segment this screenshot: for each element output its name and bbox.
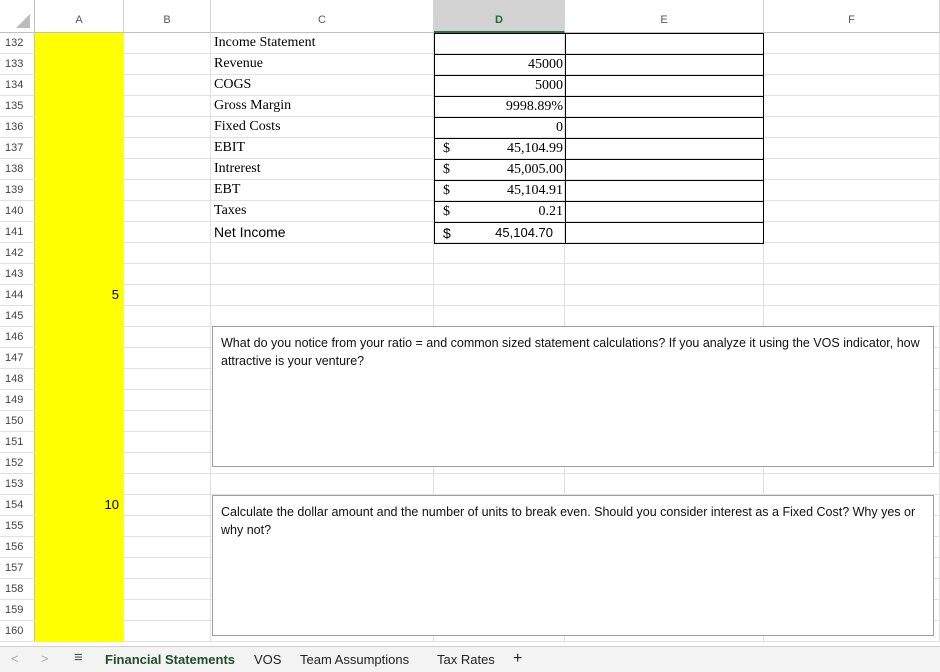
- cell-a148[interactable]: [35, 369, 124, 390]
- statement-empty-cell[interactable]: [565, 33, 764, 55]
- cell-a139[interactable]: [35, 180, 124, 201]
- row-header-158[interactable]: 158: [0, 579, 35, 600]
- dollar-sign: $: [443, 162, 450, 177]
- cell-a146[interactable]: [35, 327, 124, 348]
- cell-e144[interactable]: [565, 285, 764, 306]
- statement-empty-cell[interactable]: [565, 54, 764, 76]
- cell-e153[interactable]: [565, 474, 764, 495]
- row-header-142[interactable]: 142: [0, 243, 35, 264]
- cell-b140[interactable]: [124, 201, 211, 222]
- cell-b133[interactable]: [124, 54, 211, 75]
- sheet-menu-icon[interactable]: ≡: [74, 649, 83, 666]
- cell-a143[interactable]: [35, 264, 124, 285]
- cell-b157[interactable]: [124, 558, 211, 579]
- cell-b150[interactable]: [124, 411, 211, 432]
- question-text-1: What do you notice from your ratio = and common sized statement calculations? If you analyze it using the VOS indicator, how attractive is your venture?: [221, 336, 920, 368]
- statement-value-cell[interactable]: [434, 117, 566, 139]
- cell-d153[interactable]: [434, 474, 565, 495]
- statement-empty-cell[interactable]: [565, 75, 764, 97]
- cell-f145[interactable]: [764, 306, 940, 327]
- statement-value-cell[interactable]: [434, 96, 566, 118]
- cell-b139[interactable]: [124, 180, 211, 201]
- cell-b149[interactable]: [124, 390, 211, 411]
- cell-b160[interactable]: [124, 621, 211, 642]
- statement-value: 45,104.91: [507, 183, 563, 198]
- dollar-sign: $: [443, 225, 451, 241]
- statement-value-cell[interactable]: [434, 75, 566, 97]
- row-header-134[interactable]: 134: [0, 75, 35, 96]
- row-header-150[interactable]: 150: [0, 411, 35, 432]
- row-header-156[interactable]: 156: [0, 537, 35, 558]
- row-header-137[interactable]: 137: [0, 138, 35, 159]
- row-header-145[interactable]: 145: [0, 306, 35, 327]
- cell-d145[interactable]: [434, 306, 565, 327]
- cell-f139[interactable]: [764, 180, 940, 201]
- cell-c142[interactable]: [211, 243, 434, 264]
- statement-empty-cell[interactable]: [565, 201, 764, 223]
- cell-a145[interactable]: [35, 306, 124, 327]
- cell-c141[interactable]: Net Income: [211, 222, 434, 243]
- tab-team-assumptions[interactable]: Team Assumptions: [300, 652, 410, 667]
- cell-b158[interactable]: [124, 579, 211, 600]
- statement-value-cell[interactable]: [434, 54, 566, 76]
- cell-f140[interactable]: [764, 201, 940, 222]
- cell-e143[interactable]: [565, 264, 764, 285]
- cell-c153[interactable]: [211, 474, 434, 495]
- cell-c134[interactable]: COGS: [211, 75, 434, 96]
- row-header-141[interactable]: 141: [0, 222, 35, 243]
- scroll-left-icon[interactable]: <: [11, 651, 19, 666]
- cell-c139[interactable]: EBT: [211, 180, 434, 201]
- cell-f137[interactable]: [764, 138, 940, 159]
- question-box-2[interactable]: [212, 495, 934, 636]
- statement-value: 45,104.99: [507, 141, 563, 156]
- row-header-151[interactable]: 151: [0, 432, 35, 453]
- cell-a156[interactable]: [35, 537, 124, 558]
- row-header-132[interactable]: 132: [0, 33, 35, 54]
- cell-a158[interactable]: [35, 579, 124, 600]
- row-header-148[interactable]: 148: [0, 369, 35, 390]
- statement-value: 0: [556, 120, 563, 135]
- question-box-1[interactable]: [212, 326, 934, 467]
- cell-a157[interactable]: [35, 558, 124, 579]
- cell-a150[interactable]: [35, 411, 124, 432]
- row-header-139[interactable]: 139: [0, 180, 35, 201]
- row-header-159[interactable]: 159: [0, 600, 35, 621]
- cell-a154[interactable]: 10: [35, 495, 124, 516]
- cell-a142[interactable]: [35, 243, 124, 264]
- cell-f138[interactable]: [764, 159, 940, 180]
- cell-b132[interactable]: [124, 33, 211, 54]
- cell-e142[interactable]: [565, 243, 764, 264]
- cell-a147[interactable]: [35, 348, 124, 369]
- statement-empty-cell[interactable]: [565, 222, 764, 244]
- column-header-e[interactable]: E: [565, 0, 764, 33]
- column-header-a[interactable]: A: [35, 0, 124, 33]
- dollar-sign: $: [443, 204, 450, 219]
- cell-c143[interactable]: [211, 264, 434, 285]
- dollar-sign: $: [443, 183, 450, 198]
- cell-f142[interactable]: [764, 243, 940, 264]
- cell-b156[interactable]: [124, 537, 211, 558]
- cell-d144[interactable]: [434, 285, 565, 306]
- cell-a141[interactable]: [35, 222, 124, 243]
- statement-value-cell[interactable]: [434, 180, 566, 202]
- cell-b151[interactable]: [124, 432, 211, 453]
- cell-a144[interactable]: 5: [35, 285, 124, 306]
- cell-c137[interactable]: EBIT: [211, 138, 434, 159]
- cell-b152[interactable]: [124, 453, 211, 474]
- cell-a134[interactable]: [35, 75, 124, 96]
- cell-b134[interactable]: [124, 75, 211, 96]
- row-header-149[interactable]: 149: [0, 390, 35, 411]
- tab-vos[interactable]: VOS: [254, 652, 282, 667]
- cell-a149[interactable]: [35, 390, 124, 411]
- cell-a159[interactable]: [35, 600, 124, 621]
- row-header-146[interactable]: 146: [0, 327, 35, 348]
- cell-d142[interactable]: [434, 243, 565, 264]
- cell-a152[interactable]: [35, 453, 124, 474]
- row-header-152[interactable]: 152: [0, 453, 35, 474]
- cell-d143[interactable]: [434, 264, 565, 285]
- statement-value-cell[interactable]: [434, 159, 566, 181]
- statement-empty-cell[interactable]: [565, 138, 764, 160]
- cell-f136[interactable]: [764, 117, 940, 138]
- statement-value: 45,005.00: [507, 162, 563, 177]
- cell-a153[interactable]: [35, 474, 124, 495]
- cell-b153[interactable]: [124, 474, 211, 495]
- cell-b148[interactable]: [124, 369, 211, 390]
- statement-empty-cell[interactable]: [565, 96, 764, 118]
- cell-b147[interactable]: [124, 348, 211, 369]
- cell-a160[interactable]: [35, 621, 124, 642]
- statement-value-cell[interactable]: [434, 33, 566, 55]
- cell-c145[interactable]: [211, 306, 434, 327]
- statement-value: 45000: [528, 57, 563, 72]
- statement-value: 45,104.70: [495, 225, 553, 240]
- cell-b159[interactable]: [124, 600, 211, 621]
- cell-c133[interactable]: Revenue: [211, 54, 434, 75]
- cell-b144[interactable]: [124, 285, 211, 306]
- cell-f132[interactable]: [764, 33, 940, 54]
- cell-b137[interactable]: [124, 138, 211, 159]
- cell-b136[interactable]: [124, 117, 211, 138]
- cell-f153[interactable]: [764, 474, 940, 495]
- statement-value: 5000: [535, 78, 563, 93]
- cell-a155[interactable]: [35, 516, 124, 537]
- cell-a137[interactable]: [35, 138, 124, 159]
- cell-b141[interactable]: [124, 222, 211, 243]
- add-sheet-icon[interactable]: +: [513, 650, 523, 667]
- cell-b145[interactable]: [124, 306, 211, 327]
- cell-e145[interactable]: [565, 306, 764, 327]
- cell-b154[interactable]: [124, 495, 211, 516]
- row-header-144[interactable]: 144: [0, 285, 35, 306]
- cell-f135[interactable]: [764, 96, 940, 117]
- row-header-136[interactable]: 136: [0, 117, 35, 138]
- cell-b142[interactable]: [124, 243, 211, 264]
- cell-a151[interactable]: [35, 432, 124, 453]
- row-header-147[interactable]: 147: [0, 348, 35, 369]
- row-header-140[interactable]: 140: [0, 201, 35, 222]
- cell-b146[interactable]: [124, 327, 211, 348]
- cell-c132[interactable]: Income Statement: [211, 33, 434, 54]
- row-header-157[interactable]: 157: [0, 558, 35, 579]
- row-header-154[interactable]: 154: [0, 495, 35, 516]
- statement-value-cell[interactable]: [434, 201, 566, 223]
- row-header-155[interactable]: 155: [0, 516, 35, 537]
- column-header-f[interactable]: F: [764, 0, 940, 33]
- cell-f134[interactable]: [764, 75, 940, 96]
- cell-f133[interactable]: [764, 54, 940, 75]
- column-header-c[interactable]: C: [211, 0, 434, 33]
- scroll-right-icon[interactable]: >: [41, 651, 49, 666]
- row-header-135[interactable]: 135: [0, 96, 35, 117]
- row-header-143[interactable]: 143: [0, 264, 35, 285]
- cell-a135[interactable]: [35, 96, 124, 117]
- statement-value-cell[interactable]: [434, 222, 566, 244]
- row-header-138[interactable]: 138: [0, 159, 35, 180]
- cell-f141[interactable]: [764, 222, 940, 243]
- cell-f143[interactable]: [764, 264, 940, 285]
- cell-f144[interactable]: [764, 285, 940, 306]
- cell-b138[interactable]: [124, 159, 211, 180]
- statement-value-cell[interactable]: [434, 138, 566, 160]
- cell-c135[interactable]: Gross Margin: [211, 96, 434, 117]
- statement-empty-cell[interactable]: [565, 159, 764, 181]
- cell-a133[interactable]: [35, 54, 124, 75]
- cell-a138[interactable]: [35, 159, 124, 180]
- cell-b135[interactable]: [124, 96, 211, 117]
- tab-financial-statements[interactable]: Financial Statements: [105, 652, 236, 667]
- statement-empty-cell[interactable]: [565, 117, 764, 139]
- select-all-corner[interactable]: [0, 0, 35, 33]
- cell-a136[interactable]: [35, 117, 124, 138]
- cell-a140[interactable]: [35, 201, 124, 222]
- column-header-b[interactable]: B: [124, 0, 211, 33]
- cell-c144[interactable]: [211, 285, 434, 306]
- cell-b155[interactable]: [124, 516, 211, 537]
- tab-tax-rates[interactable]: Tax Rates: [437, 652, 495, 667]
- cell-c136[interactable]: Fixed Costs: [211, 117, 434, 138]
- row-header-153[interactable]: 153: [0, 474, 35, 495]
- cell-c138[interactable]: Intrerest: [211, 159, 434, 180]
- statement-value: 0.21: [538, 204, 563, 219]
- statement-value: 9998.89%: [505, 99, 563, 114]
- cell-c140[interactable]: Taxes: [211, 201, 434, 222]
- question-text-2: Calculate the dollar amount and the number of units to break even. Should you consider interest as a Fixed Cost? Why yes or why not?: [221, 505, 916, 537]
- row-header-133[interactable]: 133: [0, 54, 35, 75]
- column-header-d[interactable]: D: [434, 0, 565, 33]
- cell-a132[interactable]: [35, 33, 124, 54]
- sheet-tab-bar: [0, 646, 940, 672]
- statement-empty-cell[interactable]: [565, 180, 764, 202]
- row-header-160[interactable]: 160: [0, 621, 35, 642]
- cell-b143[interactable]: [124, 264, 211, 285]
- dollar-sign: $: [443, 141, 450, 156]
